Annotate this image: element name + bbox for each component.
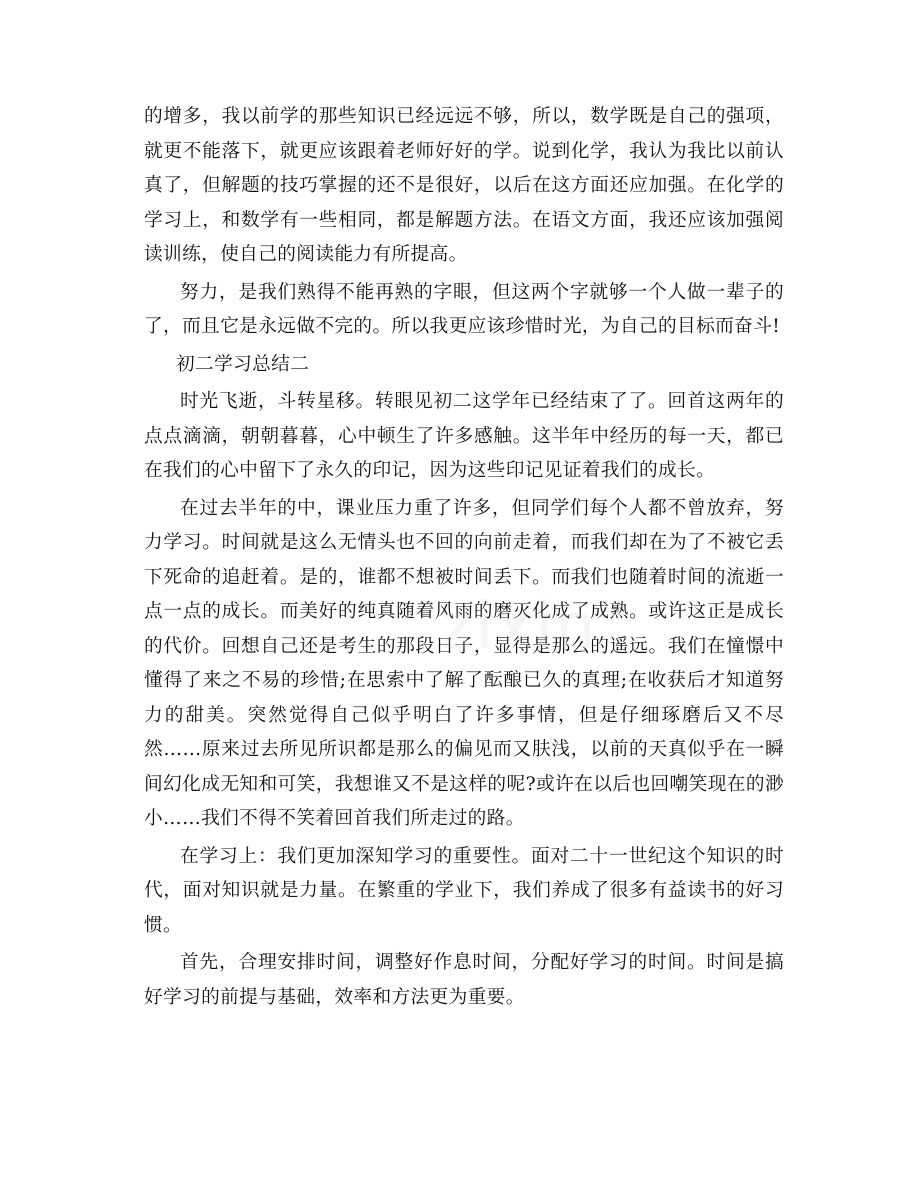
- section-heading: 初二学习总结二: [176, 353, 310, 375]
- document-page: [144, 100, 784, 1018]
- paragraph-past-half-year: 在过去半年的中，课业压力重了许多，但同学们每个人都不曾放弃，努力学习。时间就是这么无情头也不回的向前走着，而我们却在为了不被它丢下死命的追赶着。是的，谁都不想被时间丢下。而我们也随着时间的流逝一点一点的成长。而美好的纯真随着风雨的磨灭化成了成熟。或许这正是成长的代价。回想自己还是考生的那段日子，显得是那么的遥远。我们在憧憬中懂得了来之不易的珍惜;在思索中了解了酝酿已久的真理;在收获后才知道努力的甜美。突然觉得自己似乎明白了许多事情，但是仔细琢磨后又不尽然……原来过去所见所识都是那么的偏见而又肤浅，以前的天真似乎在一瞬间幻化成无知和可笑，我想谁又不是这样的呢?或许在以后也回嘲笑现在的渺小……我们不得不笑着回首我们所走过的路。: [144, 497, 784, 829]
- watermark-logo: zixin: [440, 590, 598, 664]
- paragraph-time-management: 首先，合理安排时间，调整好作息时间，分配好学习的时间。时间是搞好学习的前提与基础，效率和方法更为重要。: [144, 952, 784, 1008]
- paragraph-continuation: 的增多，我以前学的那些知识已经远远不够，所以，数学既是自己的强项，就更不能落下，就更应该跟着老师好好的学。说到化学，我认为我比以前认真了，但解题的技巧掌握的还不是很好，以后在这方面还应加强。在化学的学习上，和数学有一些相同，都是解题方法。在语文方面，我还应该加强阅读训练，使自己的阅读能力有所提高。: [144, 106, 784, 265]
- paragraph-study-importance: 在学习上：我们更加深知学习的重要性。面对二十一世纪这个知识的时代，面对知识就是力量。在繁重的学业下，我们养成了很多有益读书的好习惯。: [144, 845, 784, 936]
- paragraph-time-flies: 时光飞逝，斗转星移。转眼见初二这学年已经结束了了。回首这两年的点点滴滴，朝朝暮暮，心中顿生了许多感触。这半年中经历的每一天，都已在我们的心中留下了永久的印记，因为这些印记见证着我们的成长。: [144, 391, 784, 481]
- paragraph-effort: 努力，是我们熟得不能再熟的字眼，但这两个字就够一个人做一辈子的了，而且它是永远做不完的。所以我更应该珍惜时光，为自己的目标而奋斗!: [144, 281, 784, 337]
